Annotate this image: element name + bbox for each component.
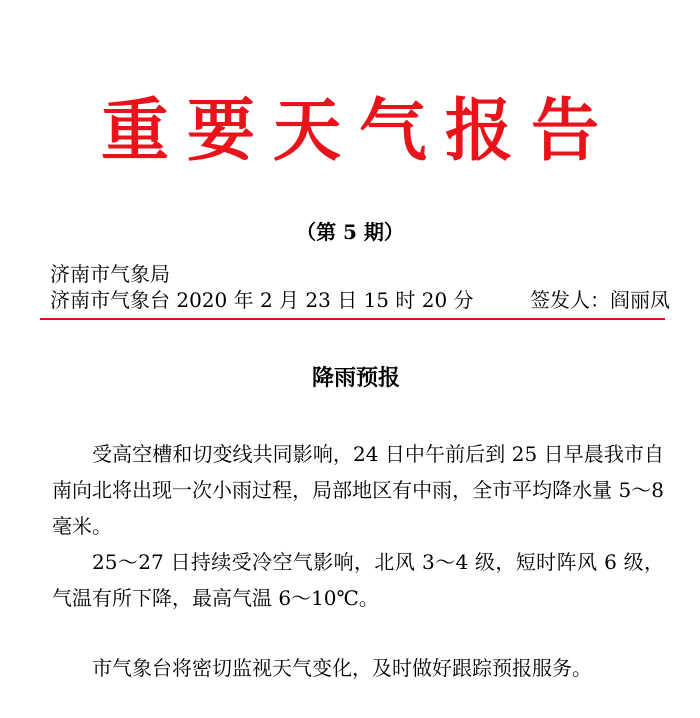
red-divider	[40, 318, 665, 320]
paragraph-monitoring: 市气象台将密切监视天气变化，及时做好跟踪预报服务。	[92, 656, 592, 680]
issuer-bureau: 济南市气象局	[50, 262, 170, 286]
issue-number: （第 5 期）	[296, 220, 404, 244]
report-title: 重要天气报告	[100, 92, 617, 171]
paragraph-cold-air: 25～27 日持续受冷空气影响，北风 3～4 级，短时阵风 6 级，气温有所下降，最高气温 6～10℃。	[52, 550, 664, 610]
section-title: 降雨预报	[311, 366, 400, 391]
issuer-station-date: 济南市气象台 2020 年 2 月 23 日 15 时 20 分	[50, 288, 474, 312]
issuer-line	[50, 286, 670, 314]
paragraph-forecast: 受高空槽和切变线共同影响，24 日中午前后到 25 日早晨我市自南向北将出现一次小雨过程，局部地区有中雨，全市平均降水量 5～8 毫米。	[52, 442, 664, 538]
signer: 签发人：阎丽凤	[530, 288, 670, 312]
